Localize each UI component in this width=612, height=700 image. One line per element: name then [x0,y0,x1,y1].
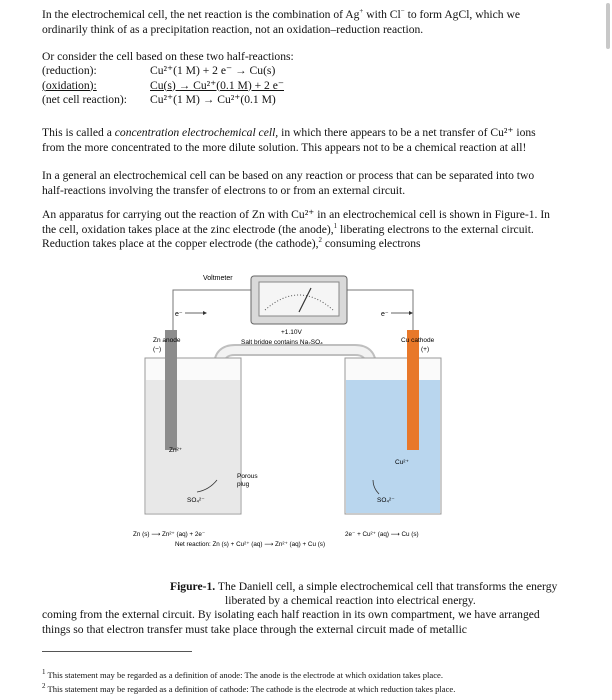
net-reaction-equation: Net reaction: Zn (s) + Cu²⁺ (aq) ⟶ Zn²⁺ (aq) + Cu (s) [175,541,326,548]
cu-cathode-sign: (+) [421,346,430,353]
half-reactions-table [42,64,284,108]
reduction-row [42,64,284,79]
left-wire [173,290,251,310]
plug-label: plug [237,481,250,488]
apparatus-text-2: liberating electrons to the external circuit. Reduction takes place at the copper electrode (the cathode), [42,222,534,250]
vertical-scrollbar[interactable] [606,3,610,49]
right-wire [347,290,413,310]
left-solution [146,380,240,513]
apparatus-text-1: An apparatus for carrying out the reaction of Zn with Cu²⁺ in an electrochemical cell is shown in Figure-1. In the cell, oxidation takes place at the zinc electrode (the anode), [42,208,550,236]
reduction-equation: Cu²⁺(1 M) + 2 e⁻ → Cu(s) [150,64,276,77]
footnote-1 [42,667,582,681]
electron-left-label: e⁻ [175,311,183,318]
continuation-paragraph: coming from the external circuit. By isolating each half reaction in its own compartment, we have arranged things so that electron transfer must take place through the external circuit made of metallic [42,608,540,636]
footnote-1-text: This statement may be regarded as a definition of anode: The anode is the electrode at which oxidation takes place. [45,669,443,680]
oxidation-row [42,79,284,94]
figure-caption-label: Figure-1. [170,579,216,593]
zinc-electrode [165,330,177,450]
concentration-term: concentration electrochemical cell, [114,126,279,139]
electron-right-label: e⁻ [381,311,389,318]
concentration-text-2: in which there appears to be a net transfer of Cu²⁺ ions from the more concentrated to the more dilute solution. This appears not to be a chemical reaction at all! [42,126,536,154]
cathode-equation: 2e⁻ + Cu²⁺ (aq) ⟶ Cu (s) [345,531,419,538]
right-sulfate-label: SO₄²⁻ [377,497,395,504]
figure-caption-text: The Daniell cell, a simple electrochemical cell that transforms the energy liberated by a chemical reaction into electrical energy. [215,579,558,608]
copper-electrode [407,330,419,450]
intro-text-3: to form AgCl, which we ordinarily think of as a precipitation reaction, not an oxidation–reduction reaction. [42,8,520,36]
cu-cathode-label: Cu cathode [401,337,435,344]
reduction-label: (reduction): [42,64,97,77]
voltage-label: +1.10V [281,329,302,336]
voltmeter-label: Voltmeter [203,275,233,282]
footnote-2-mark: 2 [42,681,46,690]
concentration-text-1: This is called a [42,126,115,139]
footnote-ref-1: 1 [333,221,338,230]
oxidation-equation: Cu(s) → Cu²⁺(0.1 M) + 2 e⁻ [150,78,284,92]
right-solution [346,380,440,513]
daniell-cell-diagram [133,268,513,558]
intro-paragraph [42,8,557,37]
anode-equation: Zn (s) ⟶ Zn²⁺ (aq) + 2e⁻ [133,531,206,538]
general-paragraph: In a general an electrochemical cell can be based on any reaction or process that can be separated into two half-reactions involving the transfer of electrons to or from an external circuit. [42,169,535,197]
oxidation-label: (oxidation): [42,78,97,92]
cu-ion-label: Cu²⁺ [395,459,409,466]
apparatus-paragraph [42,208,557,252]
cl-charge: − [400,7,405,16]
apparatus-text-3: consuming electrons [322,237,421,250]
footnote-rule [42,651,192,652]
ag-charge: + [359,7,364,16]
footnote-1-mark: 1 [42,667,46,676]
zn-anode-label: Zn anode [153,337,181,344]
net-equation: Cu²⁺(1 M) → Cu²⁺(0.1 M) [150,93,276,106]
half-reactions-lead: Or consider the cell based on these two half-reactions: [42,50,294,63]
porous-label: Porous [237,473,258,480]
footnote-2-text: This statement may be regarded as a definition of cathode: The cathode is the electrode at which reduction takes place. [45,683,456,694]
zn-anode-sign: (−) [153,346,162,353]
footnote-2 [42,681,582,695]
intro-text-2: with Cl [363,8,401,21]
intro-text-1: In the electrochemical cell, the net reaction is the combination of Ag [42,8,360,21]
salt-bridge-label: Salt bridge contains Na₂SO₄ [241,339,323,346]
bridge-sulfate-label: SO₄²⁻ [283,350,301,357]
zn-ion-label: Zn²⁺ [169,447,183,454]
net-row [42,93,284,108]
net-label: (net cell reaction): [42,93,127,106]
electron-left-arrowhead [203,311,207,315]
left-sulfate-label: SO₄²⁻ [187,497,205,504]
footnote-ref-2: 2 [318,236,323,245]
concentration-paragraph [42,126,557,155]
figure-caption [170,580,585,609]
daniell-cell-figure [133,268,513,558]
electron-right-arrowhead [409,311,413,315]
